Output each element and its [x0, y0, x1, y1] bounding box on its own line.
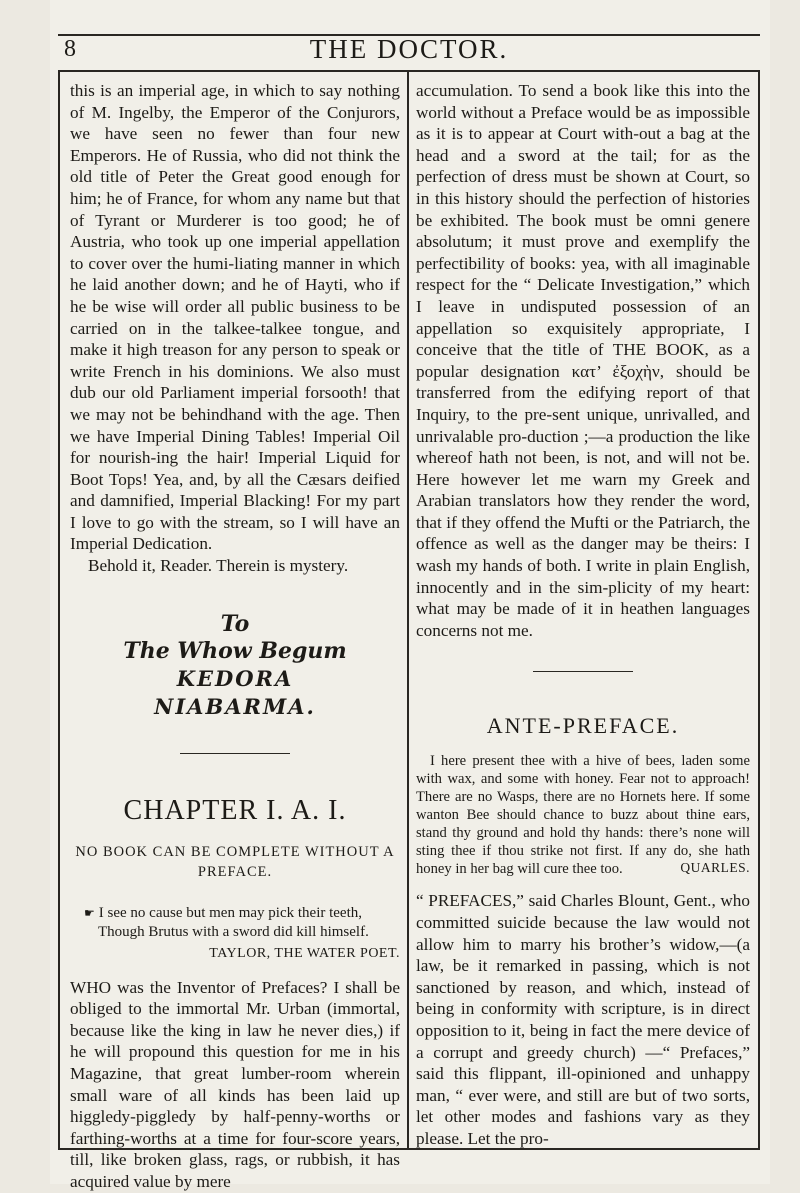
section-rule	[533, 671, 633, 672]
dedication-line-3: KEDORA	[176, 665, 294, 691]
epigraph	[70, 904, 400, 963]
column-divider	[407, 72, 409, 1150]
running-title: THE DOCTOR.	[309, 34, 509, 64]
left-paragraph-2: Behold it, Reader. Therein is mystery.	[88, 556, 349, 576]
epigraph-line-1	[84, 904, 400, 923]
dedication-name: The Whow Begum	[123, 637, 347, 664]
ante-preface-title: ANTE-PREFACE.	[486, 713, 680, 739]
left-paragraph-3: WHO was the Inventor of Prefaces? I shall be obliged to the immortal Mr. Urban (immortal, because like the king in law he never dies,) if he will propound this question for me in his Magazine, that great lumber-room wherein small ware of all kinds has been laid up higgledy-piggledy by half-penny-worths or farthing-worths at a time for four-score years, till, like broken glass, rags, or rubbish, it has acquired value by mere	[70, 977, 400, 1191]
chapter-title: CHAPTER I. A. I.	[123, 794, 347, 826]
right-column	[416, 80, 750, 1150]
epigraph-line-2: Though Brutus with a sword did kill himself.	[98, 923, 369, 940]
left-paragraph-1: this is an imperial age, in which to say nothing of M. Ingelby, the Emperor of the Conjurors, we have seen no fewer than four new Emperors. He of Russia, who did not think the old title of Peter the Great good enough for him; he of France, for whom any name but that of Tyrant or Murderer is too good; he of Austria, who took up one imperial appellation to cover over the humi-liating manner in which he laid another down; and he of Hayti, who if he be wise will order all public business to be carried on in the talkee-talkee tongue, and make it high treason for any person to speak or write French in his dominions. We also must dub our old Parliament imperial forsooth! that we may not be behindhand with the age. Then we have Imperial Dining Tables! Imperial Oil for nourish-ing the hair! Imperial Liquid for Boot Tops! Yea, and, by all the Cæsars deified and damnified, Imperial Blacking! For my part I love to go with the stream, so I will have an Imperial Dedication.	[70, 81, 400, 554]
left-column	[70, 80, 400, 1193]
epigraph-attribution: TAYLOR, THE WATER POET.	[209, 945, 400, 961]
dedication-line-4: NIABARMA.	[154, 693, 316, 719]
pointing-hand-icon: ☛	[84, 905, 95, 920]
epigraph-text-1: I see no cause but men may pick their teeth,	[98, 904, 363, 921]
dedication	[70, 611, 400, 721]
dedication-to: To	[220, 610, 250, 637]
page-header	[58, 34, 760, 68]
right-paragraph-1: accumulation. To send a book like this into the world without a Preface would be as impossible as it is to appear at Court with-out a bag at the head and a sword at the tail; for as the perfection of dress must be shown at Court, so in this history should the perfection of histories be exhibited. The book must be omni genere absolutum; it must prove and exemplify the perfectibility of books: yea, with all imaginable respect for the “ Delicate Investigation,” which I leave in undisputed possession of an appellation so exquisitely appropriate, I conceive that the title of THE BOOK, as a popular designation κατ’ ἐξοχὴν, should be transferred from the edifying report of that Inquiry, to the pre-sent unique, unrivalled, and unrivalable pro-duction ;—a production the like whereof hath not been, is not, and will not be. Here however let me warn my Greek and Arabian translators how they render the word, that if they offend the Mufti or the Patriarch, the offence as well as the danger may be theirs: I wash my hands of both. I write in plain English, innocently and in the sim-plicity of my heart: what may be made of it in heathen languages concerns not me.	[416, 81, 750, 640]
right-paragraph-2: “ PREFACES,” said Charles Blount, Gent., who committed suicide because the law would not allow him to marry his brother’s widow,—(a law, be it remarked in passing, which is not sanctioned by reason, and which, instead of being in conformity with scripture, is in direct opposition to it, being in fact the mere device of a corrupt and greedy church) —“ Prefaces,” said this flippant, ill-opinioned and unhappy man, “ ever were, and still are but of two sorts, let other modes and fashions vary as they please. Let the pro-	[416, 891, 750, 1148]
chapter-subtitle: NO BOOK CAN BE COMPLETE WITHOUT A PREFACE.	[75, 843, 395, 880]
dedication-rule	[180, 753, 290, 754]
page-number: 8	[64, 36, 76, 62]
ante-preface-text: I here present thee with a hive of bees, laden some with wax, and some with honey. Fear not to approach! There are no Wasps, there are no Hornets here. If some wanton Bee should chance to buzz about thine ears, stand thy ground and hold thy hands: there’s none will sting thee if thou strike not first. If any do, she hath honey in her bag will cure thee too.	[416, 753, 750, 878]
ante-preface-attribution: QUARLES.	[680, 860, 750, 876]
